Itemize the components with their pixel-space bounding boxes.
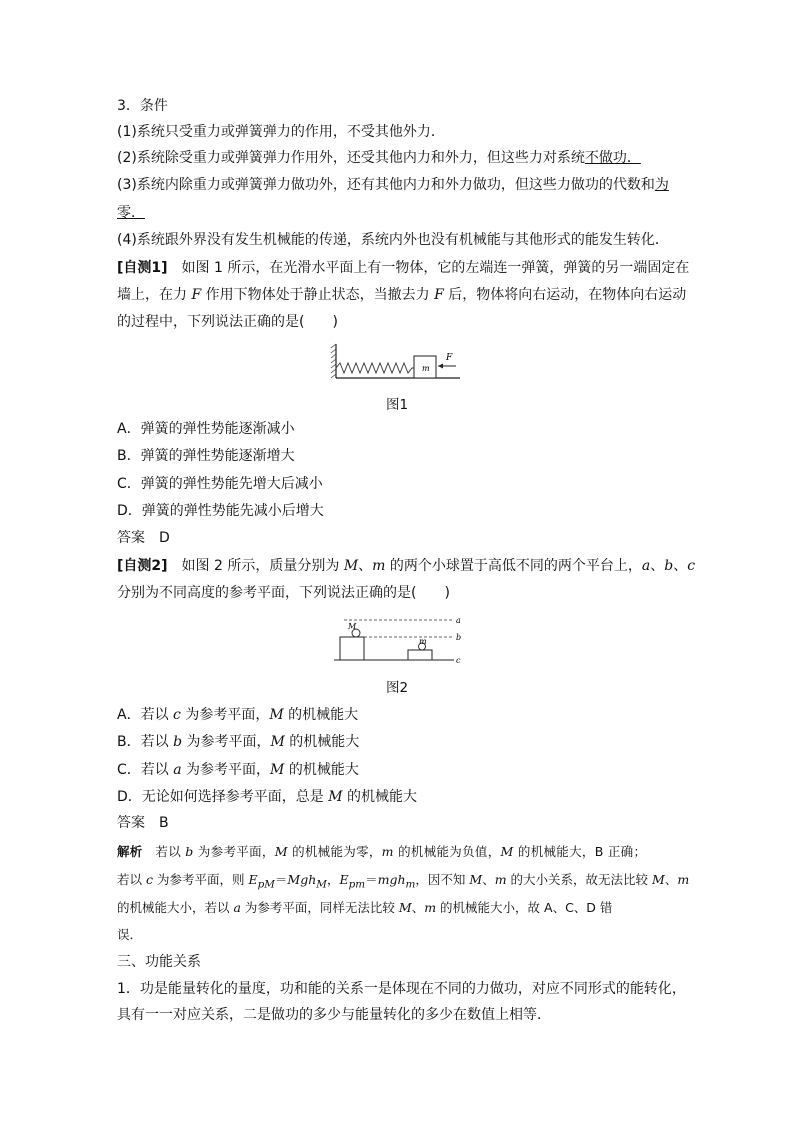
force-label: F [446,353,453,363]
condition-2-underlined: 不做功． [584,150,641,166]
var-M: M [469,872,483,887]
selftest-1-option-a: A．弹簧的弹性势能逐渐减小 [117,421,295,437]
condition-3 [117,175,669,195]
mass-label: m [422,364,430,373]
text: 、 [358,558,373,574]
explanation-line-4: 误． [117,927,143,942]
condition-3-underlined-cont: 零． [117,205,145,221]
text: 作用下物体处于静止状态，当撤去力 [201,287,435,303]
explanation-line-2 [117,870,689,895]
var-a: a [173,762,182,778]
text: 的机械能大 [283,707,359,723]
text: 的机械能大小，故 A、C、D 错 [436,900,613,915]
selftest-1-answer: 答案 D [117,530,170,546]
text: B．若以 [117,734,174,750]
selftest-2-option-d [117,787,417,807]
selftest-1-option-d: D．弹簧的弹性势能先减小后增大 [117,503,324,519]
var-E: E [339,872,349,887]
ball-M-label: M [348,622,357,631]
text: 、 [664,872,678,887]
var-c: c [145,872,153,887]
var-m: m [494,872,507,887]
selftest-1-text: 如图 1 所示，在光滑水平面上有一物体，它的左端连一弹簧，弹簧的另一端固定在 [181,260,690,276]
work-energy-p2: 具有一一对应关系，二是做功的多少与能量转化的多少在数值上相等． [117,1007,551,1023]
var-M: M [328,789,343,805]
var-b: b [185,844,194,859]
section-title-work-energy: 三、功能关系 [117,954,201,970]
var-M: M [270,762,285,778]
var-M: M [652,872,665,887]
selftest-2-option-c [117,760,359,780]
text: A．若以 [117,707,174,723]
figure-1-caption: 图1 [386,397,409,413]
var-M: M [269,707,284,723]
selftest-1-option-c: C．弹簧的弹性势能先增大后减小 [117,476,323,492]
text: 的大小关系，故无法比较 [506,872,653,887]
condition-3-text: (3)系统内除重力或弹簧弹力做功外，还有其他内力和外力做功，但这些力做功的代数和 [117,177,655,193]
text: ， [326,872,340,887]
text: 的机械能大 [284,762,359,778]
text: C．若以 [117,762,174,778]
condition-1: (1)系统只受重力或弹簧弹力的作用，不受其他外力． [117,124,445,140]
text: 为参考平面， [181,762,271,778]
sub-M: M [316,878,327,891]
selftest-2-line-2: 分别为不同高度的参考平面，下列说法正确的是( ) [117,585,450,601]
text: 为参考平面， [180,707,270,723]
text: D．无论如何选择参考平面，总是 [117,789,329,805]
text: ＝ [365,872,378,887]
var-F: F [434,287,444,303]
text: 如图 2 所示，质量分别为 [181,558,344,574]
text: ＝ [274,872,288,887]
selftest-1-line-3: 的过程中，下列说法正确的是( ) [117,314,338,330]
var-m: m [424,900,437,915]
var-M: M [274,844,288,859]
text: 、 [411,900,425,915]
var-m: m [381,844,394,859]
text: 为参考平面， [193,844,275,859]
text: 后，物体将向右运动，在物体向右运动 [443,287,687,303]
explanation-label: 解析 [117,844,143,859]
text: 的机械能为零， [287,844,382,859]
sub-pm: pm [348,878,366,891]
condition-2-text: (2)系统除受重力或弹簧弹力作用外，还受其他内力和外力，但这些力对系统 [117,150,585,166]
spring [336,363,418,373]
text: 为参考平面，同样无法比较 [240,900,399,915]
high-platform [340,637,364,660]
figure-1-spring-block [330,338,465,384]
plane-b-label: b [456,633,462,642]
plane-a-label: a [456,616,461,625]
var-c: c [173,707,181,723]
figure-2-caption: 图2 [386,680,409,696]
condition-3-underlined: 为 [654,177,669,193]
var-M: M [270,734,285,750]
explanation-line-3 [117,898,612,918]
var-F: F [191,287,202,303]
var-a: a [641,558,651,574]
var-a: a [233,900,241,915]
condition-3-cont [117,203,145,223]
selftest-2-line-1 [117,556,695,576]
var-b: b [173,734,183,750]
text: 的两个小球置于高低不同的两个平台上， [385,558,642,574]
text: ，因不知 [415,872,470,887]
text: 的机械能大，B 正确； [513,844,647,859]
var-c: c [687,558,696,574]
var-b: b [664,558,674,574]
var-M: M [398,900,412,915]
var-m: m [372,558,386,574]
work-energy-p1: 1．功是能量转化的量度，功和能的关系一是体现在不同的力做功，对应不同形式的能转化， [117,981,686,997]
plane-c-label: c [456,656,461,665]
selftest-2-tag: [自测2] [117,558,168,574]
selftest-1-line-1 [117,258,689,278]
sub-pM: pM [257,878,275,891]
var-M: M [343,558,359,574]
selftest-2-option-b [117,732,359,752]
selftest-1-option-b: B．弹簧的弹性势能逐渐增大 [117,448,295,464]
text: 若以 [142,844,186,859]
text: 的机械能大 [284,734,360,750]
figure-2-platforms [334,612,464,668]
explanation-line-1 [117,842,646,862]
text: 的机械能为负值， [393,844,501,859]
selftest-2-answer: 答案 B [117,815,169,831]
section-title-conditions: 3．条件 [117,98,168,114]
text: 若以 [117,872,146,887]
condition-2 [117,148,641,168]
text: 、 [673,558,688,574]
text: 为参考平面，则 [153,872,249,887]
sub-m: m [405,878,416,891]
var-Mgh: Mgh [287,872,317,887]
var-E: E [248,872,258,887]
var-M: M [500,844,514,859]
condition-4: (4)系统跟外界没有发生机械能的传递，系统内外也没有机械能与其他形式的能发生转化． [117,232,669,248]
selftest-1-tag: [自测1] [117,260,168,276]
selftest-1-line-2 [117,285,686,305]
low-platform [408,650,432,660]
text: 为参考平面， [182,734,271,750]
text: 、 [650,558,665,574]
ball-m-label: m [419,637,427,646]
text: 的机械能大 [342,789,418,805]
var-mgh: mgh [377,872,406,887]
text: 、 [482,872,495,887]
text: 的机械能大小，若以 [117,900,234,915]
selftest-2-option-a [117,705,358,725]
var-m: m [677,872,690,887]
text: 墙上，在力 [117,287,192,303]
